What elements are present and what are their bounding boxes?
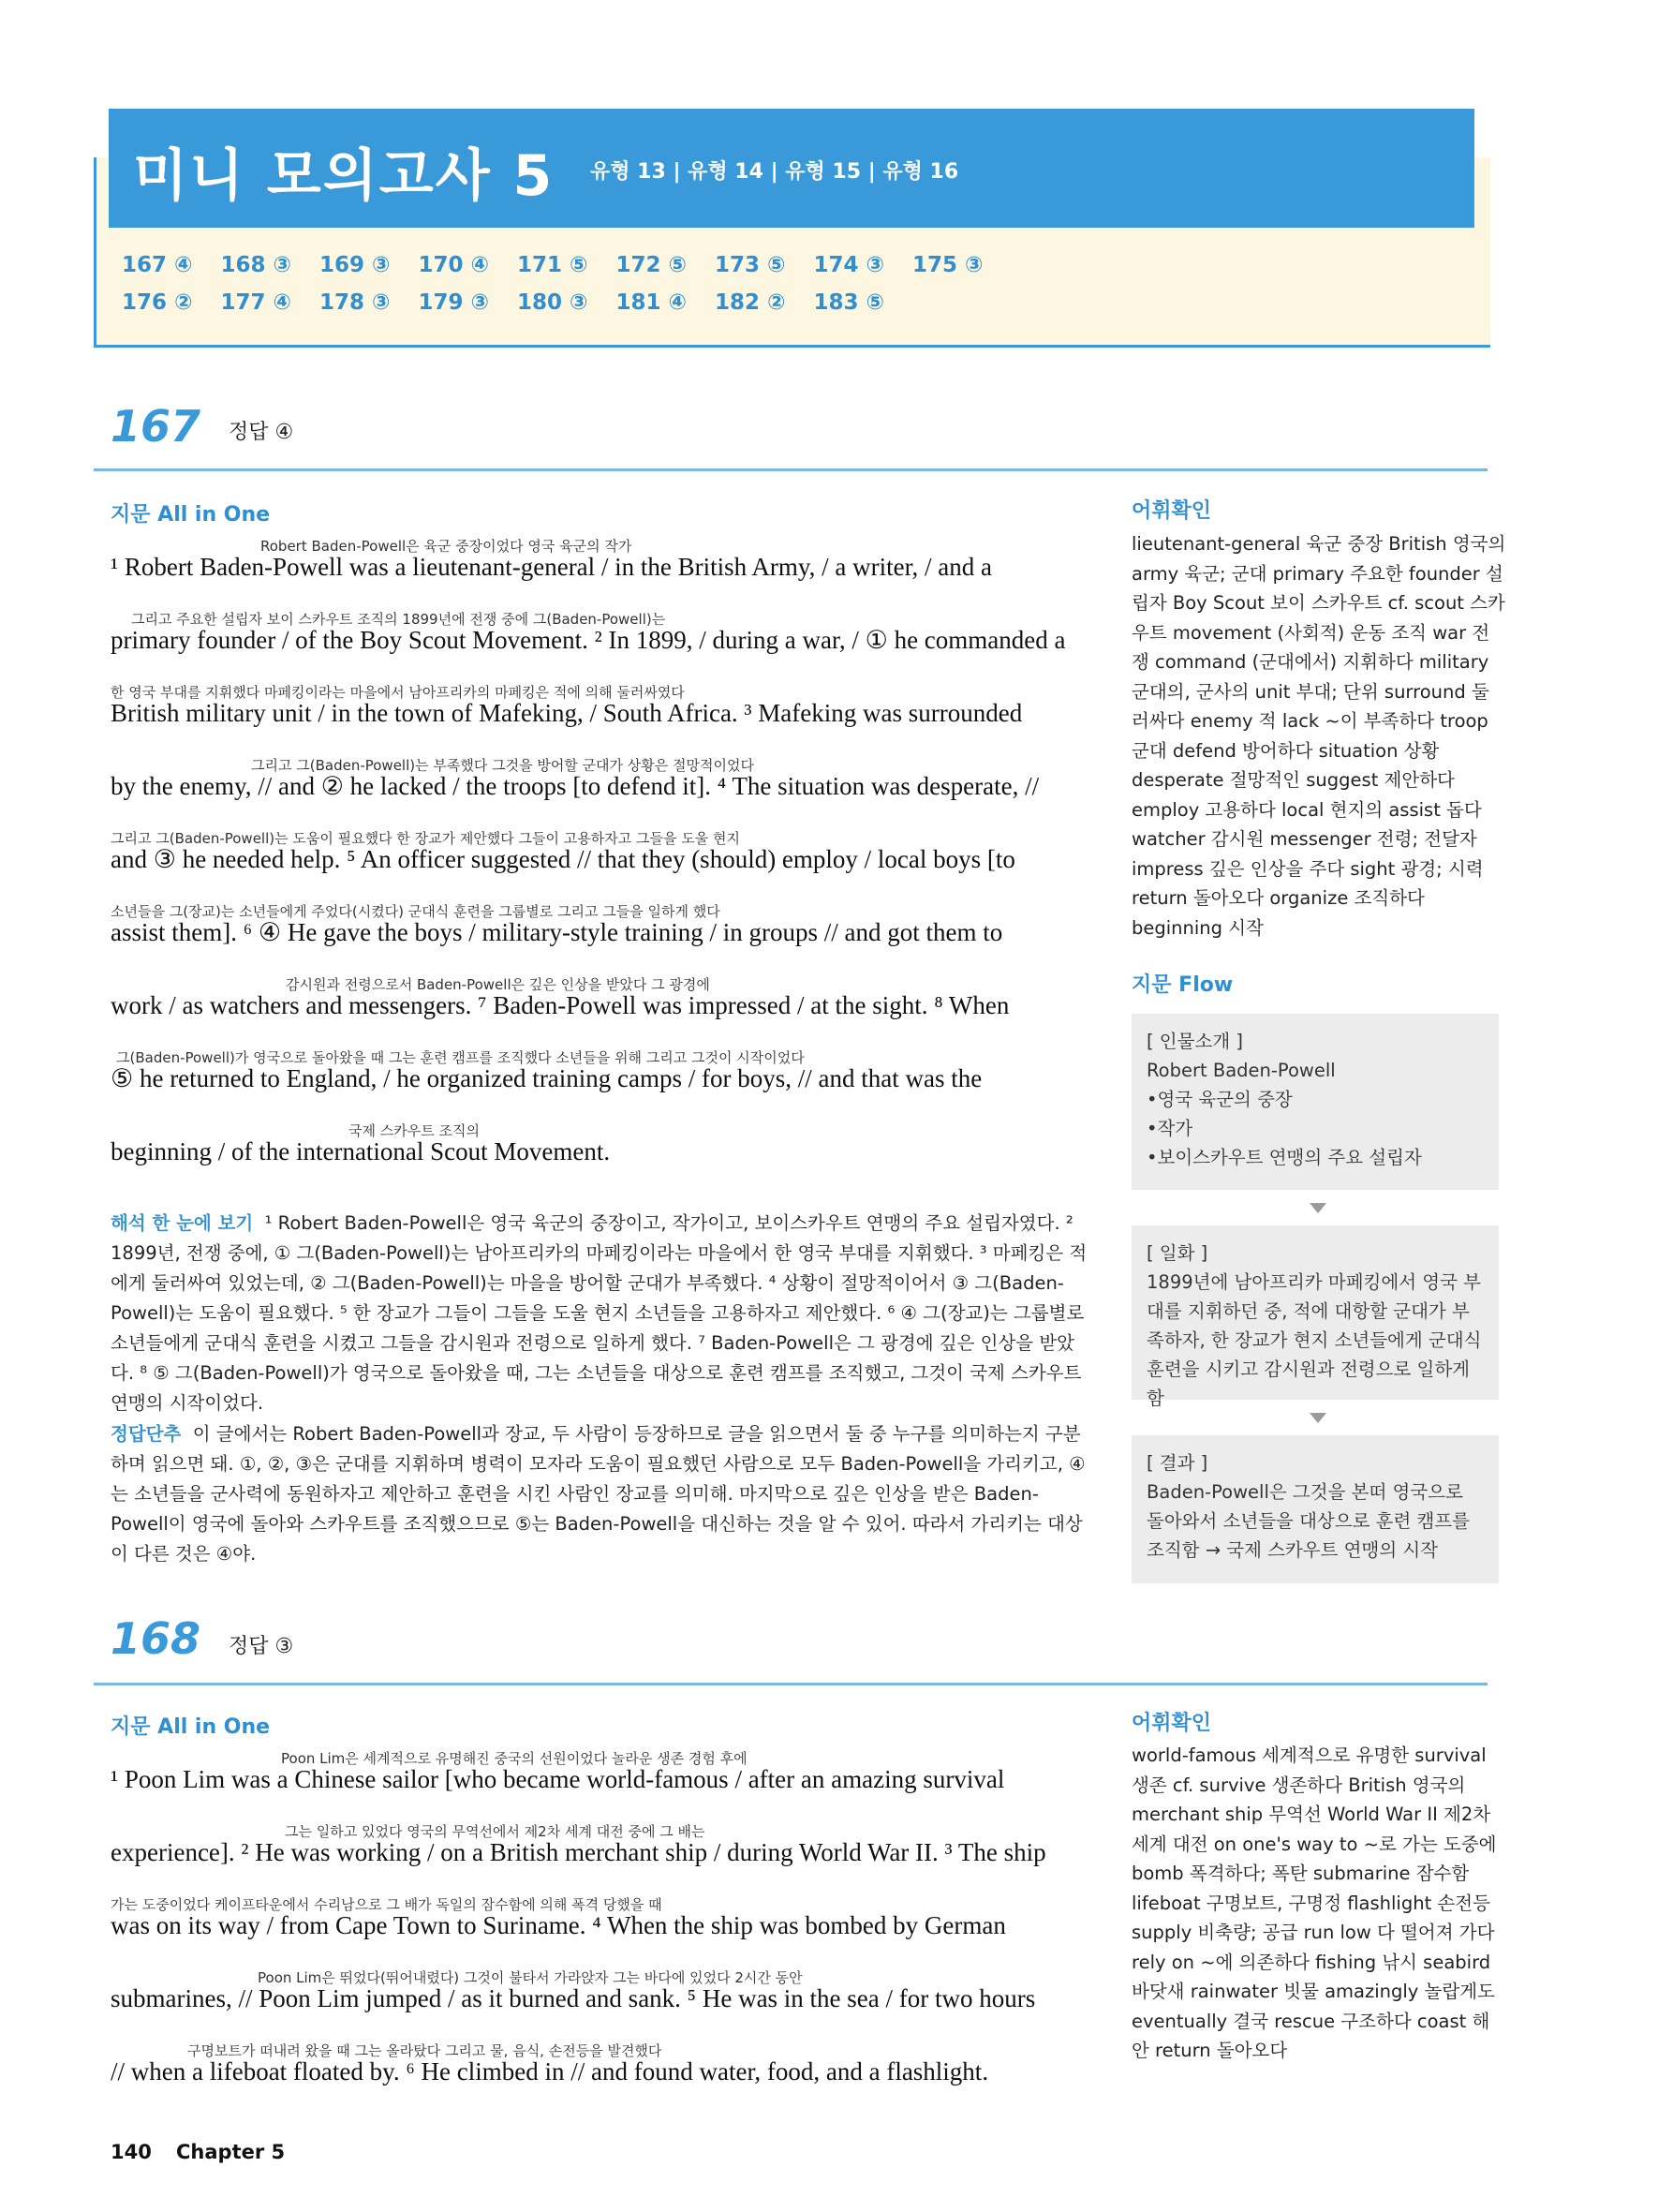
question-number: 168 [111, 1613, 201, 1664]
page-number: 140 [111, 2141, 152, 2163]
answer-item: 183 ⑤ [813, 290, 884, 315]
flow-title: 지문 Flow [1132, 973, 1234, 997]
flow-text: 조직함 → 국제 스카우트 연맹의 시작 [1147, 1539, 1439, 1561]
vocab-title: 어휘확인 [1132, 499, 1212, 523]
passage-line: primary founder / of the Boy Scout Movement. ² In 1899, / during a war, / ① he commanded a [111, 626, 1066, 654]
gloss-line: 그(Baden-Powell)가 영국으로 돌아왔을 때 그는 훈련 캠프를 조직했다 소년들을 위해 그리고 그것이 시작이었다 [116, 1049, 805, 1066]
arrow-down-icon [1310, 1203, 1326, 1213]
flow-text: Baden-Powell은 그것을 본떠 영국으로 [1147, 1481, 1463, 1503]
passage-line: and ③ he needed help. ⁵ An officer suggested // that they (should) employ / local boys [to [111, 845, 1015, 873]
passage-line: beginning / of the international Scout Movement. [111, 1137, 611, 1165]
answer-item: 168 ③ [220, 253, 291, 277]
flow-heading: [ 일화 ] [1147, 1242, 1208, 1264]
section-title: 지문 All in One [111, 1715, 271, 1739]
answer-item: 172 ⑤ [615, 253, 687, 277]
flow-text: 훈련을 시키고 감시원과 전령으로 일하게 함 [1147, 1358, 1471, 1409]
passage-line: assist them]. ⁶ ④ He gave the boys / military-style training / in groups // and got them to [111, 918, 1003, 946]
answer-item: 178 ③ [319, 290, 391, 315]
answer-item: 177 ④ [220, 290, 291, 315]
flow-text: 족하자, 한 장교가 현지 소년들에게 군대식 [1147, 1329, 1482, 1351]
divider [94, 1683, 1488, 1685]
gloss-line: Poon Lim은 뛰었다(뛰어내렸다) 그것이 불타서 가라앉자 그는 바다에 있었다 2시간 동안 [258, 1969, 803, 1986]
clue-text: 이 글에서는 Robert Baden-Powell과 장교, 두 사람이 등장하므로 글을 읽으면서 둘 중 누구를 의미하는지 구분하며 읽으면 돼. ①, ②, ③은 군대를 지휘하며 병력이 모자라 도움이 필요했던 사람으로 모두 Baden-Powell을 가리키고, ④는 소년들을 군사력에 동원하자고 제안하고 훈련을 시킨 사람인 장교를 의미해. 마지막으로 깊은 인상을 받은 Baden-Powell이 영국에 돌아와 스카우트를 조직했으므로 ⑤는 Baden-Powell을 대신하는 것을 알 수 있어. 따라서 가리키는 대상이 다른 것은 ④야. [111, 1423, 1086, 1565]
gloss-line: 그리고 주요한 설립자 보이 스카우트 조직의 1899년에 전쟁 중에 그(Baden-Powell)는 [131, 611, 666, 628]
gloss-line: 구명보트가 떠내려 왔을 때 그는 올라탔다 그리고 물, 음식, 손전등을 발견했다 [187, 2042, 662, 2059]
gloss-line: 한 영국 부대를 지휘했다 마페킹이라는 마을에서 남아프리카의 마페킹은 적에 의해 둘러싸였다 [111, 684, 685, 701]
divider [94, 468, 1488, 471]
gloss-line: 감시원과 전령으로서 Baden-Powell은 깊은 인상을 받았다 그 광경에 [286, 976, 710, 993]
gloss-line: 가는 도중이었다 케이프타운에서 수리남으로 그 배가 독일의 잠수함에 의해 폭격 당했을 때 [111, 1896, 662, 1913]
flow-text: •작가 [1147, 1118, 1193, 1139]
gloss-line: 국제 스카우트 조직의 [348, 1122, 480, 1139]
answer-item: 169 ③ [319, 253, 391, 277]
passage-line: was on its way / from Cape Town to Suriname. ⁴ When the ship was bombed by German [111, 1911, 1006, 1939]
flow-box-episode [1132, 1225, 1499, 1409]
answer-row-2 [122, 290, 912, 315]
answer-item: 170 ④ [418, 253, 489, 277]
answer-item: 173 ⑤ [715, 253, 786, 277]
flow-heading: [ 인물소개 ] [1147, 1031, 1243, 1052]
vocab-list: world-famous 세계적으로 유명한 survival 생존 cf. survive 생존하다 British 영국의 merchant ship 무역선 World War II 제2차 세계 대전 on one's way to ~로 가는 도중에 bomb 폭격하다; 폭탄 submarine 잠수함 lifeboat 구명보트, 구명정 flashlight 손전등 supply 비축량; 공급 run low 다 떨어져 가다 rely on ~에 의존하다 fishing 낚시 seabird 바닷새 rainwater 빗물 amazingly 놀랍게도 eventually 결국 rescue 구조하다 coast 해안 return 돌아오다 [1132, 1744, 1497, 2061]
passage-line: experience]. ² He was working / on a British merchant ship / during World War II. ³ The ship [111, 1838, 1046, 1866]
passage-line: British military unit / in the town of Mafeking, / South Africa. ³ Mafeking was surrounded [111, 699, 1023, 727]
flow-text: 대를 지휘하던 중, 적에 대항할 군대가 부 [1147, 1300, 1470, 1322]
translation-label: 해석 한 눈에 보기 [111, 1212, 254, 1234]
answer-item: 167 ④ [122, 253, 193, 277]
gloss-line: Robert Baden-Powell은 육군 중장이었다 영국 육군의 작가 [260, 538, 632, 555]
vocab-title: 어휘확인 [1132, 1712, 1212, 1735]
flow-box-intro [1132, 1014, 1499, 1190]
gloss-line: Poon Lim은 세계적으로 유명해진 중국의 선원이었다 놀라운 생존 경험 후에 [281, 1750, 748, 1767]
answer-item: 176 ② [122, 290, 193, 315]
answer-row-1 [122, 253, 1012, 277]
flow-box-result [1132, 1435, 1499, 1583]
passage-line: ¹ Poon Lim was a Chinese sailor [who became world-famous / after an amazing survival [111, 1765, 1005, 1793]
gloss-line: 소년들을 그(장교)는 소년들에게 주었다(시켰다) 군대식 훈련을 그룹별로 그리고 그들을 일하게 했다 [111, 903, 720, 920]
passage-line: // when a lifeboat floated by. ⁶ He climbed in // and found water, food, and a flashlight. [111, 2057, 989, 2086]
type-list: 유형 13 | 유형 14 | 유형 15 | 유형 16 [590, 160, 959, 184]
flow-text: 돌아와서 소년들을 대상으로 훈련 캠프를 [1147, 1510, 1471, 1532]
flow-text: •보이스카우트 연맹의 주요 설립자 [1147, 1147, 1422, 1168]
passage-line: ⑤ he returned to England, / he organized training camps / for boys, // and that was the [111, 1064, 983, 1092]
flow-text: •영국 육군의 중장 [1147, 1089, 1293, 1110]
flow-heading: [ 결과 ] [1147, 1452, 1208, 1474]
clue-paragraph [111, 1419, 1088, 1569]
passage-line: work / as watchers and messengers. ⁷ Baden-Powell was impressed / at the sight. ⁸ When [111, 991, 1010, 1019]
translation-text: ¹ Robert Baden-Powell은 영국 육군의 중장이고, 작가이고, 보이스카우트 연맹의 주요 설립자였다. ² 1899년, 전쟁 중에, ① 그(Baden-Powell)는 남아프리카의 마페킹이라는 마을에서 한 영국 부대를 지휘했다. ³ 마페킹은 적에게 둘러싸여 있었는데, ② 그(Baden-Powell)는 마을을 방어할 군대가 부족했다. ⁴ 상황이 절망적이어서 ③ 그(Baden-Powell)는 도움이 필요했다. ⁵ 한 장교가 그들이 그들을 도울 현지 소년들을 고용하자고 제안했다. ⁶ ④ 그(장교)는 그룹별로 소년들에게 군대식 훈련을 시켰고 그들을 감시원과 전령으로 일하게 했다. ⁷ Baden-Powell은 그 광경에 깊은 인상을 받았다. ⁸ ⑤ 그(Baden-Powell)가 영국으로 돌아왔을 때, 그는 소년들을 대상으로 훈련 캠프를 조직했고, 그것이 국제 스카우트 연맹의 시작이었다. [111, 1212, 1088, 1414]
section-title: 지문 All in One [111, 503, 271, 527]
answer-item: 181 ④ [615, 290, 687, 315]
page-title: 미니 모의고사 5 [133, 143, 555, 209]
translation-paragraph [111, 1209, 1088, 1418]
flow-text: Robert Baden-Powell [1147, 1060, 1336, 1081]
answer-label: 정답 ③ [229, 1635, 294, 1658]
gloss-line: 그리고 그(Baden-Powell)는 부족했다 그것을 방어할 군대가 상황은 절망적이었다 [251, 757, 754, 774]
answer-label: 정답 ④ [229, 421, 294, 444]
answer-item: 171 ⑤ [517, 253, 588, 277]
gloss-line: 그리고 그(Baden-Powell)는 도움이 필요했다 한 장교가 제안했다 그들이 고용하자고 그들을 도울 현지 [111, 830, 740, 847]
answer-item: 174 ③ [813, 253, 884, 277]
answer-item: 175 ③ [912, 253, 984, 277]
answer-item: 179 ③ [418, 290, 489, 315]
passage-line: ¹ Robert Baden-Powell was a lieutenant-general / in the British Army, / a writer, / and a [111, 553, 993, 581]
passage-line: by the enemy, // and ② he lacked / the troops [to defend it]. ⁴ The situation was desperate, // [111, 772, 1040, 800]
gloss-line: 그는 일하고 있었다 영국의 무역선에서 제2차 세계 대전 중에 그 배는 [285, 1823, 705, 1840]
answer-item: 180 ③ [517, 290, 588, 315]
flow-text: 1899년에 남아프리카 마페킹에서 영국 부 [1147, 1271, 1481, 1293]
clue-label: 정답단추 [111, 1423, 182, 1445]
chapter-label: Chapter 5 [176, 2141, 286, 2163]
answer-item: 182 ② [715, 290, 786, 315]
passage-line: submarines, // Poon Lim jumped / as it burned and sank. ⁵ He was in the sea / for two hours [111, 1984, 1036, 2012]
arrow-down-icon [1310, 1413, 1326, 1423]
question-number: 167 [111, 401, 201, 452]
vocab-list: lieutenant-general 육군 중장 British 영국의 army 육군; 군대 primary 주요한 founder 설립자 Boy Scout 보이 스카우트 cf. scout 스카우트 movement (사회적) 운동 조직 war 전쟁 command (군대에서) 지휘하다 military 군대의, 군사의 unit 부대; 단위 surround 둘러싸다 enemy 적 lack ~이 부족하다 troop 군대 defend 방어하다 situation 상황 desperate 절망적인 suggest 제안하다 employ 고용하다 local 현지의 assist 돕다 watcher 감시원 messenger 전령; 전달자 impress 깊은 인상을 주다 sight 광경; 시력 return 돌아오다 organize 조직하다 beginning 시작 [1132, 533, 1506, 939]
